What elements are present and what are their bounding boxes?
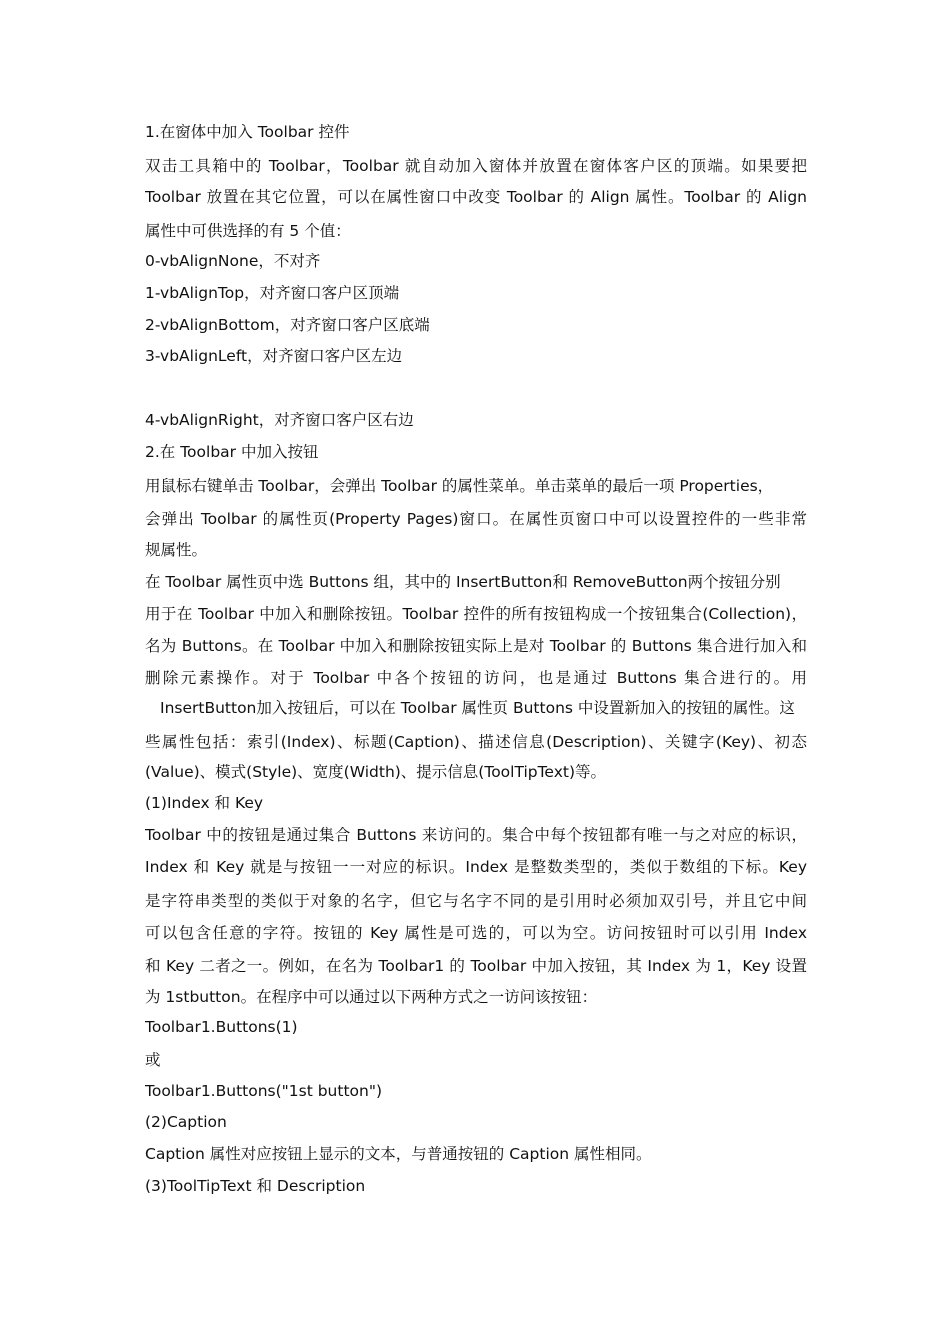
paragraph-line: Toolbar 中的按钮是通过集合 Buttons 来访问的。集合中每个按钮都有唯一与之对应的标识， xyxy=(145,826,807,844)
paragraph-line: 会弹出 Toolbar 的属性页(Property Pages)窗口。在属性页窗口中可以设置控件的一些非常 xyxy=(145,510,807,528)
paragraph-line: 是字符串类型的类似于对象的名字，但它与名字不同的是引用时必须加双引号，并且它中间 xyxy=(145,892,807,910)
section-heading-2: 2.在 Toolbar 中加入按钮 xyxy=(145,443,319,461)
code-line: Toolbar1.Buttons(1) xyxy=(145,1018,298,1036)
paragraph-line: 删除元素操作。对于 Toolbar 中各个按钮的访问，也是通过 Buttons 集合进行的。用 xyxy=(145,669,807,687)
paragraph-line: 些属性包括：索引(Index)、标题(Caption)、描述信息(Description)、关键字(Key)、初态 xyxy=(145,733,807,751)
paragraph-line: 或 xyxy=(145,1051,161,1069)
paragraph-line: 和 Key 二者之一。例如，在名为 Toolbar1 的 Toolbar 中加入按钮，其 Index 为 1，Key 设置 xyxy=(145,957,807,975)
paragraph-line: 用鼠标右键单击 Toolbar，会弹出 Toolbar 的属性菜单。单击菜单的最后一项 Properties， xyxy=(145,477,774,495)
list-item: 4-vbAlignRight，对齐窗口客户区右边 xyxy=(145,411,414,429)
paragraph-line: Caption 属性对应按钮上显示的文本，与普通按钮的 Caption 属性相同。 xyxy=(145,1145,652,1163)
paragraph-line: (Value)、模式(Style)、宽度(Width)、提示信息(ToolTipText)等。 xyxy=(145,763,606,781)
subsection-heading-2: (2)Caption xyxy=(145,1113,227,1131)
list-item: 1-vbAlignTop，对齐窗口客户区顶端 xyxy=(145,284,400,302)
subsection-heading-1: (1)Index 和 Key xyxy=(145,794,264,812)
paragraph-line: 用于在 Toolbar 中加入和删除按钮。Toolbar 控件的所有按钮构成一个按钮集合(Collection)， xyxy=(145,605,807,623)
paragraph-line: 可以包含任意的字符。按钮的 Key 属性是可选的，可以为空。访问按钮时可以引用 Index xyxy=(145,924,807,942)
paragraph-line: 属性中可供选择的有 5 个值： xyxy=(145,222,351,240)
paragraph-line: InsertButton加入按钮后，可以在 Toolbar 属性页 Buttons 中设置新加入的按钮的属性。这 xyxy=(160,699,795,717)
paragraph-line: 为 1stbutton。在程序中可以通过以下两种方式之一访问该按钮： xyxy=(145,988,598,1006)
list-item: 0-vbAlignNone，不对齐 xyxy=(145,252,321,270)
code-line: Toolbar1.Buttons("1st button") xyxy=(145,1082,383,1100)
section-heading-1: 1.在窗体中加入 Toolbar 控件 xyxy=(145,123,350,141)
paragraph-line: Toolbar 放置在其它位置，可以在属性窗口中改变 Toolbar 的 Align 属性。Toolbar 的 Align xyxy=(145,188,807,206)
paragraph-line: 在 Toolbar 属性页中选 Buttons 组，其中的 InsertButton和 RemoveButton两个按钮分别 xyxy=(145,573,781,591)
paragraph-line: Index 和 Key 就是与按钮一一对应的标识。Index 是整数类型的，类似于数组的下标。Key xyxy=(145,858,807,876)
paragraph-line: 名为 Buttons。在 Toolbar 中加入和删除按钮实际上是对 Toolbar 的 Buttons 集合进行加入和 xyxy=(145,637,807,655)
paragraph-line: 规属性。 xyxy=(145,541,208,559)
paragraph-line: 双击工具箱中的 Toolbar，Toolbar 就自动加入窗体并放置在窗体客户区的顶端。如果要把 xyxy=(145,157,807,175)
list-item: 2-vbAlignBottom，对齐窗口客户区底端 xyxy=(145,316,430,334)
list-item: 3-vbAlignLeft，对齐窗口客户区左边 xyxy=(145,347,403,365)
subsection-heading-3: (3)ToolTipText 和 Description xyxy=(145,1177,366,1195)
